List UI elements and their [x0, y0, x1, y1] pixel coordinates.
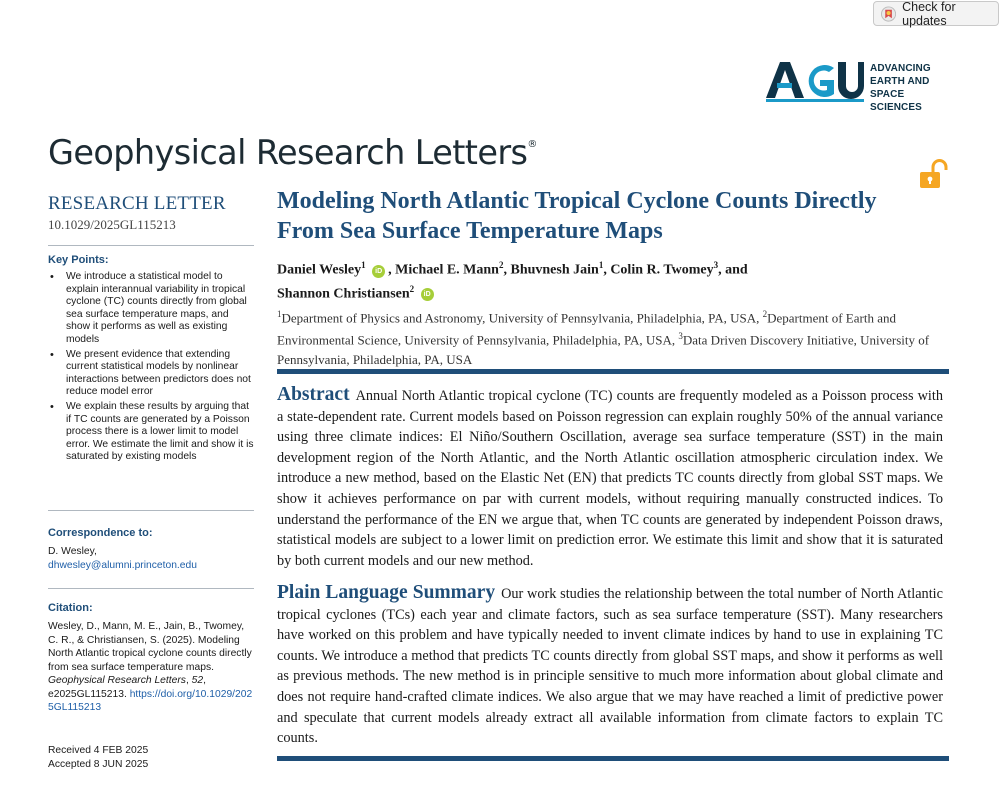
plain-language-summary-heading: Plain Language Summary	[277, 582, 496, 603]
check-for-updates-button[interactable]	[873, 1, 999, 26]
affiliation: Department of Physics and Astronomy, University of Pennsylvania, Philadelphia, PA, USA,	[281, 310, 760, 326]
check-for-updates-label: Check for updates	[902, 0, 956, 28]
article-type: RESEARCH LETTER	[48, 193, 226, 214]
citation-suffix: , e2025GL115213.	[48, 675, 207, 700]
correspondence-heading: Correspondence to:	[48, 527, 153, 539]
journal-name: Geophysical Research Letters	[48, 133, 528, 172]
agu-tagline	[870, 62, 954, 114]
correspondence-name: D. Wesley,	[48, 546, 97, 557]
citation-journal: Geophysical Research Letters	[48, 675, 186, 686]
author-connector: and	[725, 262, 748, 278]
registered-mark: ®	[527, 139, 537, 150]
article-doi[interactable]: 10.1029/2025GL115213	[48, 217, 176, 232]
journal-title	[48, 133, 537, 172]
section-divider	[277, 756, 949, 761]
orcid-icon[interactable]: iD	[421, 288, 434, 301]
key-point: • We introduce a statistical model to explain interannual variability in tropical cyclone (TC) counts directly from global sea surface temperature maps, and show it performs as well as existing models	[48, 271, 254, 347]
author-list: Daniel Wesley$^1$ iD , Michael E. Mann$^2$, Bhuvnesh Jain$^1$, Colin R. Twomey$^3$, and Shannon Christiansen$^2$ iD	[277, 260, 748, 302]
section-divider	[277, 369, 949, 374]
agu-tagline-line: SPACE SCIENCES	[870, 89, 922, 113]
author-name[interactable]: Colin R. Twomey	[610, 262, 714, 278]
author-affil-sup: 1	[598, 260, 604, 270]
orcid-icon[interactable]: iD	[372, 265, 385, 278]
plain-language-summary-section	[277, 583, 943, 749]
paper-title: Modeling North Atlantic Tropical Cyclone Counts Directly From Sea Surface Temperature Maps	[277, 188, 877, 244]
plain-language-summary-text: Our work studies the relationship between the total number of North Atlantic tropical cyclones (TCs) each year and climate factors, such as sea surface temperature (SST). Many researchers have worked on this problem and have typically needed to invent climate indices by hand to use in explaining TC counts. We introduce a method that predicts TC counts directly from global SST maps, and show it performs as well as previous methods. The new method is in principle sensitive to much more information about global climate and does not require hand-crafted climate indices. We also argue that we may have reached a limit of predictive power and speculate that current models already extract all available information from climate factors to explain TC counts.	[277, 586, 943, 747]
accepted-date: Accepted 8 JUN 2025	[48, 758, 149, 770]
citation-doi-link[interactable]: https://doi.org/10.1029/2025GL115213	[48, 688, 253, 713]
author-affil-sup: 1	[361, 260, 366, 270]
divider	[48, 245, 254, 246]
author-name[interactable]: Bhuvnesh Jain	[510, 262, 599, 278]
affiliation-sup: 2	[762, 309, 768, 319]
author-name[interactable]: Daniel Wesley	[277, 262, 362, 278]
correspondence-block	[48, 545, 254, 572]
key-point: • We present evidence that extending current statistical models by nonlinear interactions between predictors does not reduce model error	[48, 349, 254, 399]
citation-text: Wesley, D., Mann, M. E., Jain, B., Twomey, C. R., & Christiansen, S. (2025). Modeling North Atlantic tropical cyclone counts directly from sea surface temperature maps. Geophysical Research Letters, 52, e2025GL115213. https://doi.org/10.1029/2025GL115213	[48, 621, 253, 713]
dates-block	[48, 744, 254, 771]
citation-body: Wesley, D., Mann, M. E., Jain, B., Twomey, C. R., & Christiansen, S. (2025). Modeling North Atlantic tropical cyclone counts directly from sea surface temperature maps.	[48, 621, 252, 673]
affiliation-sup: 1	[277, 309, 282, 319]
abstract-heading: Abstract	[277, 384, 350, 405]
affiliations	[277, 305, 945, 369]
agu-wordmark-icon	[764, 58, 864, 102]
agu-logo	[764, 58, 954, 113]
divider	[48, 588, 254, 589]
key-points-list	[48, 271, 254, 466]
affiliation: Data Driven Discovery Initiative, University of Pennsylvania, Philadelphia, PA, USA	[277, 332, 930, 367]
abstract-section	[277, 385, 943, 571]
divider	[48, 510, 254, 511]
received-date: Received 4 FEB 2025	[48, 745, 149, 756]
author-affil-sup: 2	[409, 283, 415, 294]
citation-volume: 52	[191, 675, 204, 686]
affiliation-sup: 3	[678, 331, 683, 342]
key-points-heading: Key Points:	[48, 254, 109, 266]
author-name[interactable]: Michael E. Mann	[395, 262, 499, 278]
citation-heading: Citation:	[48, 602, 93, 614]
author-name[interactable]: Shannon Christiansen	[277, 286, 410, 302]
agu-tagline-line: EARTH AND	[870, 76, 930, 87]
correspondence-email-link[interactable]: dhwesley@alumni.princeton.edu	[48, 559, 197, 571]
key-point: • We explain these results by arguing that if TC counts are generated by a Poisson process there is a lower limit to model error. We estimate the limit and show it is saturated by existing models	[48, 401, 254, 464]
check-updates-icon	[881, 6, 896, 22]
affiliation: Department of Earth and Environmental Science, University of Pennsylvania, Philadelphia, PA, USA,	[277, 310, 896, 348]
author-affil-sup: 2	[498, 260, 504, 270]
author-affil-sup: 3	[713, 260, 719, 270]
agu-tagline-line: ADVANCING	[870, 63, 931, 74]
abstract-text: Annual North Atlantic tropical cyclone (TC) counts are frequently modeled as a Poisson process with a state-dependent rate. Current models based on Poisson regression can explain roughly 50% of the annual variance using three climate indices: El Niño/Southern Oscillation, average sea surface temperature (SST) in the main development region of the North Atlantic, and the North Atlantic oscillation atmospheric circulation index. We introduce a new method, based on the Elastic Net (EN) that predicts TC counts directly from global SST maps. We show it achieves performance on par with current models, without requiring manually constructed indices. To understand the performance of the EN we argue that, when TC counts are generated by independent Poisson draws, statistical models are subject to a lower limit on prediction error. We estimate this limit and show that it is saturated by both current models and our new method.	[277, 388, 943, 569]
